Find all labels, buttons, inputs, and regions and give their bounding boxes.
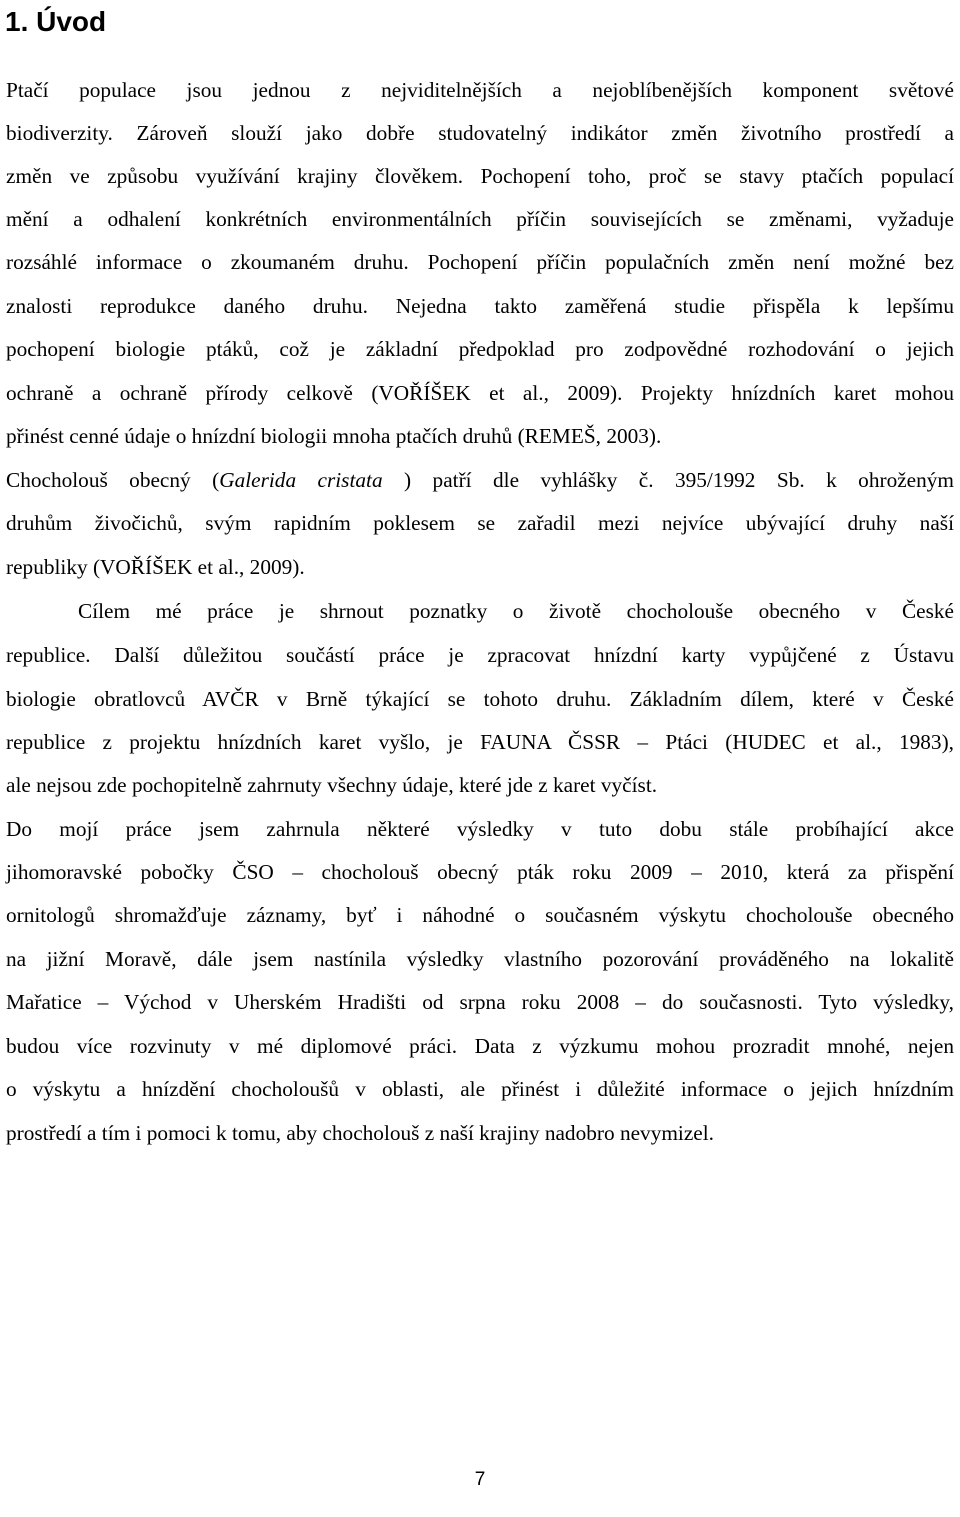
text-line: [6, 69, 954, 112]
page-number: 7: [474, 1469, 486, 1490]
text-line: [6, 808, 954, 851]
text-segment: na jižní Moravě, dále jsem nastínila výsledky vlastního pozorování prováděného na lokalitě: [6, 947, 954, 971]
text-line: [6, 1025, 954, 1068]
text-segment: mění a odhalení konkrétních environmentálních příčin souvisejících se změnami, vyžaduje: [6, 207, 954, 231]
text-segment: pochopení biologie ptáků, což je základní předpoklad pro zodpovědné rozhodování o jejich: [6, 337, 954, 361]
section-heading: 1. Úvod: [5, 6, 107, 37]
species-name: Galerida cristata: [219, 468, 383, 492]
text-segment: budou více rozvinuty v mé diplomové práci. Data z výzkumu mohou prozradit mnohé, nejen: [6, 1034, 954, 1058]
text-segment: ornitologů shromažďuje záznamy, byť i náhodné o současném výskytu chocholouše obecného: [6, 903, 954, 927]
text-segment: změn ve způsobu využívání krajiny člověkem. Pochopení toho, proč se stavy ptačích populací: [6, 164, 954, 188]
text-line: [6, 155, 954, 198]
text-line: [6, 1068, 954, 1111]
text-line: [6, 546, 954, 589]
text-line: [6, 678, 954, 721]
text-line: [6, 938, 954, 981]
text-line: [6, 198, 954, 241]
text-line: [6, 328, 954, 371]
text-segment: druhům živočichů, svým rapidním poklesem se zařadil mezi nejvíce ubývající druhy naší: [6, 511, 954, 535]
text-line: [6, 241, 954, 284]
text-line: [6, 502, 954, 545]
text-line: [6, 415, 954, 458]
text-segment: Mařatice – Východ v Uherském Hradišti od srpna roku 2008 – do současnosti. Tyto výsledky,: [6, 990, 954, 1014]
text-segment: Do mojí práce jsem zahrnula některé výsledky v tuto dobu stále probíhající akce: [6, 817, 954, 841]
text-segment: Chocholouš obecný (: [6, 468, 220, 492]
text-segment: biologie obratlovců AVČR v Brně týkající se tohoto druhu. Základním dílem, které v České: [6, 687, 954, 711]
text-segment: přinést cenné údaje o hnízdní biologii mnoha ptačích druhů (REMEŠ, 2003).: [6, 424, 662, 448]
text-segment: jihomoravské pobočky ČSO – chocholouš obecný pták roku 2009 – 2010, která za přispění: [6, 860, 954, 884]
text-line: [6, 894, 954, 937]
text-segment: republice z projektu hnízdních karet vyšlo, je FAUNA ČSSR – Ptáci (HUDEC et al., 1983),: [6, 730, 954, 754]
text-segment: ale nejsou zde pochopitelně zahrnuty všechny údaje, které jde z karet vyčíst.: [6, 773, 658, 797]
text-segment: o výskytu a hnízdění chocholoušů v oblasti, ale přinést i důležité informace o jejich hnízdním: [6, 1077, 954, 1101]
text-line: [6, 112, 954, 155]
text-segment: biodiverzity. Zároveň slouží jako dobře studovatelný indikátor změn životního prostředí a: [6, 121, 954, 145]
text-line: [6, 459, 954, 502]
text-line: [6, 764, 954, 807]
text-segment: Cílem mé práce je shrnout poznatky o životě chocholouše obecného v České: [78, 599, 954, 623]
text-line: [6, 981, 954, 1024]
text-segment: Ptačí populace jsou jednou z nejviditelnějších a nejoblíbenějších komponent světové: [6, 78, 954, 102]
text-line: [6, 721, 954, 764]
text-segment: ) patří dle vyhlášky č. 395/1992 Sb. k ohroženým: [382, 468, 954, 492]
text-line: [6, 372, 954, 415]
text-line: [6, 1112, 954, 1155]
text-line: [6, 285, 954, 328]
text-segment: republiky (VOŘÍŠEK et al., 2009).: [6, 555, 305, 579]
text-segment: znalosti reprodukce daného druhu. Nejedna takto zaměřená studie přispěla k lepšímu: [6, 294, 954, 318]
text-segment: rozsáhlé informace o zkoumaném druhu. Pochopení příčin populačních změn není možné bez: [6, 250, 954, 274]
text-line: [6, 634, 954, 677]
text-segment: prostředí a tím i pomoci k tomu, aby chocholouš z naší krajiny nadobro nevymizel.: [6, 1121, 714, 1145]
text-line: [78, 590, 954, 633]
text-segment: republice. Další důležitou součástí práce je zpracovat hnízdní karty vypůjčené z Ústavu: [6, 643, 954, 667]
text-segment: ochraně a ochraně přírody celkově (VOŘÍŠEK et al., 2009). Projekty hnízdních karet mohou: [6, 381, 954, 405]
text-line: [6, 851, 954, 894]
